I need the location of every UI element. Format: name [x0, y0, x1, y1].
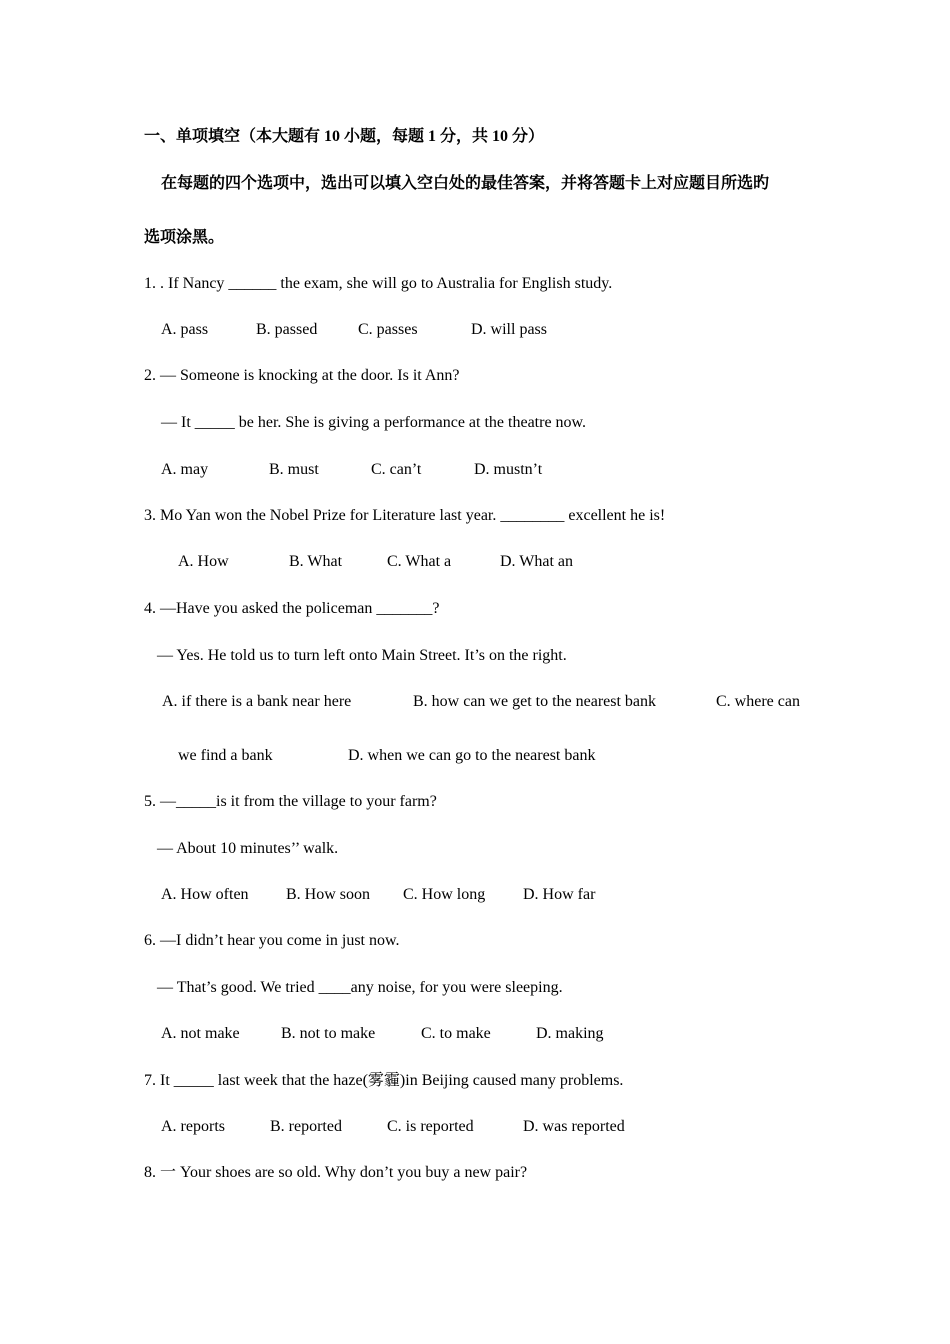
question-8-stem: 8. 一 Your shoes are so old. Why don’t you buy a new pair? — [144, 1164, 528, 1181]
question-6-option-a: A. not make — [161, 1025, 240, 1042]
question-2-stem-2: — It _____ be her. She is giving a performance at the theatre now. — [161, 414, 587, 431]
instruction-line-1: 在每题的四个选项中，选出可以填入空白处的最佳答案，并将答题卡上对应题目所选旳 — [161, 175, 770, 192]
question-4-option-d: D. when we can go to the nearest bank — [348, 747, 596, 764]
question-4-stem-2: — Yes. He told us to turn left onto Main Street. It’s on the right. — [157, 647, 567, 664]
question-6-option-d: D. making — [536, 1025, 604, 1042]
question-5-stem-2: — About 10 minutes’’ walk. — [157, 840, 339, 857]
question-5-option-b: B. How soon — [286, 886, 371, 903]
question-1-option-a: A. pass — [161, 321, 209, 338]
question-1-option-b: B. passed — [256, 321, 318, 338]
question-3-option-a: A. How — [178, 553, 229, 570]
question-4-option-c-continued: we find a bank — [178, 747, 273, 764]
question-5-option-c: C. How long — [403, 886, 486, 903]
question-3-option-d: D. What an — [500, 553, 574, 570]
question-6-option-b: B. not to make — [281, 1025, 376, 1042]
question-4-option-c: C. where can — [716, 693, 800, 710]
question-4-option-b: B. how can we get to the nearest bank — [413, 693, 657, 710]
question-1-option-c: C. passes — [358, 321, 418, 338]
question-3-option-b: B. What — [289, 553, 343, 570]
question-5-option-a: A. How often — [161, 886, 249, 903]
question-2-option-c: C. can’t — [371, 461, 422, 478]
question-6-stem-2: — That’s good. We tried ____any noise, for you were sleeping. — [157, 979, 563, 996]
question-2-option-b: B. must — [269, 461, 319, 478]
instruction-line-2: 选项涂黑。 — [144, 229, 225, 246]
question-2-option-a: A. may — [161, 461, 209, 478]
question-2-stem: 2. — Someone is knocking at the door. Is it Ann? — [144, 367, 460, 384]
question-7-stem: 7. It _____ last week that the haze(雾霾)in Beijing caused many problems. — [144, 1072, 624, 1089]
question-1-stem: 1. . If Nancy ______ the exam, she will go to Australia for English study. — [144, 275, 613, 292]
question-7-option-b: B. reported — [270, 1118, 342, 1135]
question-5-option-d: D. How far — [523, 886, 596, 903]
question-4-stem: 4. —Have you asked the policeman _______? — [144, 600, 440, 617]
question-3-stem: 3. Mo Yan won the Nobel Prize for Literature last year. ________ excellent he is! — [144, 507, 666, 524]
question-6-stem: 6. —I didn’t hear you come in just now. — [144, 932, 400, 949]
question-1-option-d: D. will pass — [471, 321, 547, 338]
question-4-option-a: A. if there is a bank near here — [162, 693, 352, 710]
question-7-option-a: A. reports — [161, 1118, 225, 1135]
question-5-stem: 5. —_____is it from the village to your farm? — [144, 793, 437, 810]
question-6-option-c: C. to make — [421, 1025, 491, 1042]
section-heading: 一、单项填空（本大题有 10 小题，每题 1 分，共 10 分） — [144, 128, 545, 145]
question-2-option-d: D. mustn’t — [474, 461, 543, 478]
question-7-option-c: C. is reported — [387, 1118, 474, 1135]
question-3-option-c: C. What a — [387, 553, 452, 570]
question-7-option-d: D. was reported — [523, 1118, 625, 1135]
